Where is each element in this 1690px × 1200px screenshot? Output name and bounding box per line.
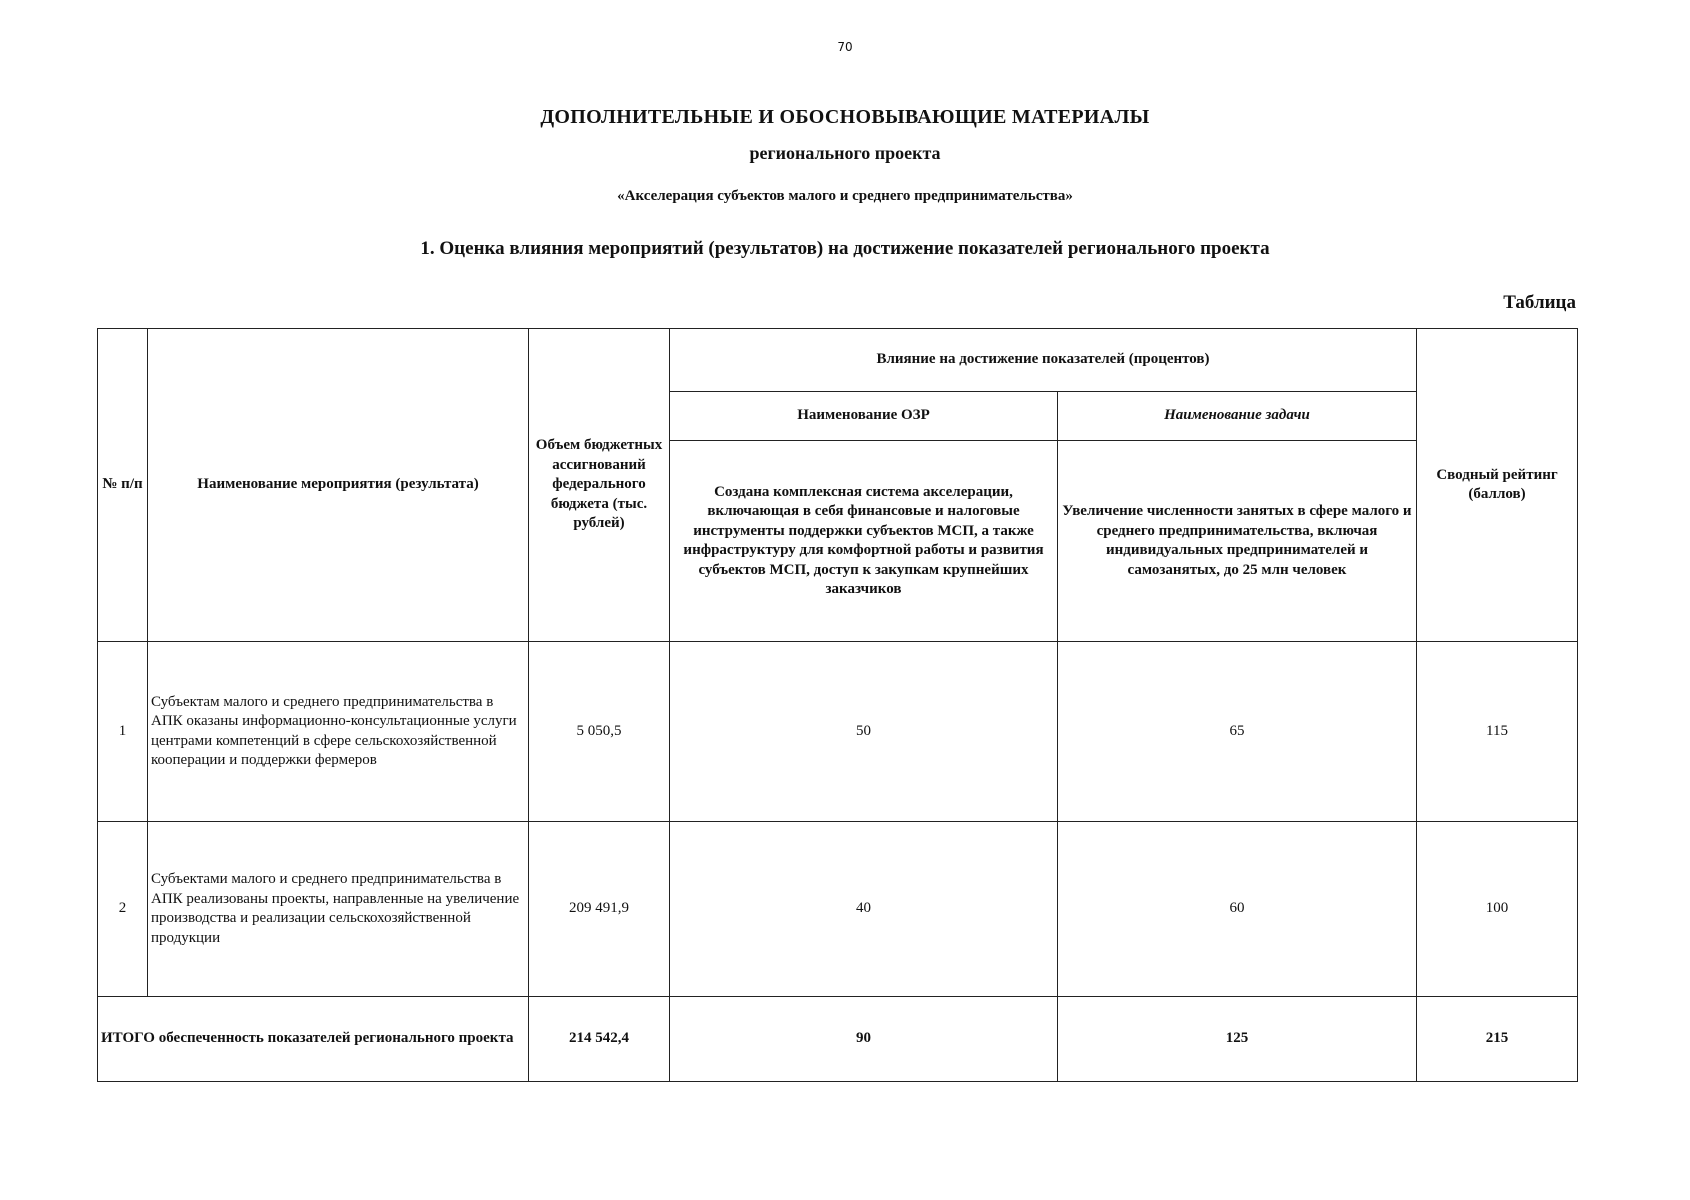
- header-budget: Объем бюджетных ассигнований федерального бюджета (тыс. рублей): [529, 329, 670, 642]
- row-ozr-value: 40: [670, 822, 1058, 997]
- section-heading: 1. Оценка влияния мероприятий (результатов) на достижение показателей регионального проекта: [420, 238, 1270, 259]
- header-task-label: Наименование задачи: [1058, 392, 1417, 441]
- row-rating: 100: [1417, 822, 1578, 997]
- page-number: 70: [837, 40, 853, 54]
- row-event: Субъектам малого и среднего предпринимательства в АПК оказаны информационно-консультационные услуги центрами компетенций в сфере сельскохозяйственной кооперации и поддержки фермеров: [148, 642, 529, 822]
- total-ozr-value: 90: [670, 997, 1058, 1082]
- header-rating: Сводный рейтинг (баллов): [1417, 329, 1578, 642]
- header-event-name: Наименование мероприятия (результата): [148, 329, 529, 642]
- header-row: [98, 329, 1578, 392]
- row-budget: 5 050,5: [529, 642, 670, 822]
- row-rating: 115: [1417, 642, 1578, 822]
- total-rating: 215: [1417, 997, 1578, 1082]
- table-caption: Таблица: [1503, 292, 1576, 313]
- header-ozr-text: Создана комплексная система акселерации, включающая в себя финансовые и налоговые инструменты поддержки субъектов МСП, а также инфраструктуру для комфортной работы и развития субъектов МСП, доступ к закупкам крупнейших заказчиков: [670, 441, 1058, 642]
- header-ozr-label: Наименование ОЗР: [670, 392, 1058, 441]
- assessment-table: [97, 328, 1578, 1082]
- total-row: [98, 997, 1578, 1082]
- header-number: № п/п: [98, 329, 148, 642]
- row-number: 2: [98, 822, 148, 997]
- row-budget: 209 491,9: [529, 822, 670, 997]
- document-subtitle: регионального проекта: [749, 143, 941, 163]
- row-task-value: 60: [1058, 822, 1417, 997]
- total-label: ИТОГО обеспеченность показателей регионального проекта: [98, 997, 529, 1082]
- total-budget: 214 542,4: [529, 997, 670, 1082]
- row-number: 1: [98, 642, 148, 822]
- row-ozr-value: 50: [670, 642, 1058, 822]
- project-name: «Акселерация субъектов малого и среднего предпринимательства»: [617, 188, 1073, 204]
- table-row: [98, 822, 1578, 997]
- header-influence: Влияние на достижение показателей (процентов): [670, 329, 1417, 392]
- row-event: Субъектами малого и среднего предпринимательства в АПК реализованы проекты, направленные на увеличение производства и реализации сельскохозяйственной продукции: [148, 822, 529, 997]
- table-row: [98, 642, 1578, 822]
- header-task-text: Увеличение численности занятых в сфере малого и среднего предпринимательства, включая индивидуальных предпринимателей и самозанятых, до 25 млн человек: [1058, 441, 1417, 642]
- document-title: ДОПОЛНИТЕЛЬНЫЕ И ОБОСНОВЫВАЮЩИЕ МАТЕРИАЛЫ: [540, 106, 1150, 128]
- total-task-value: 125: [1058, 997, 1417, 1082]
- row-task-value: 65: [1058, 642, 1417, 822]
